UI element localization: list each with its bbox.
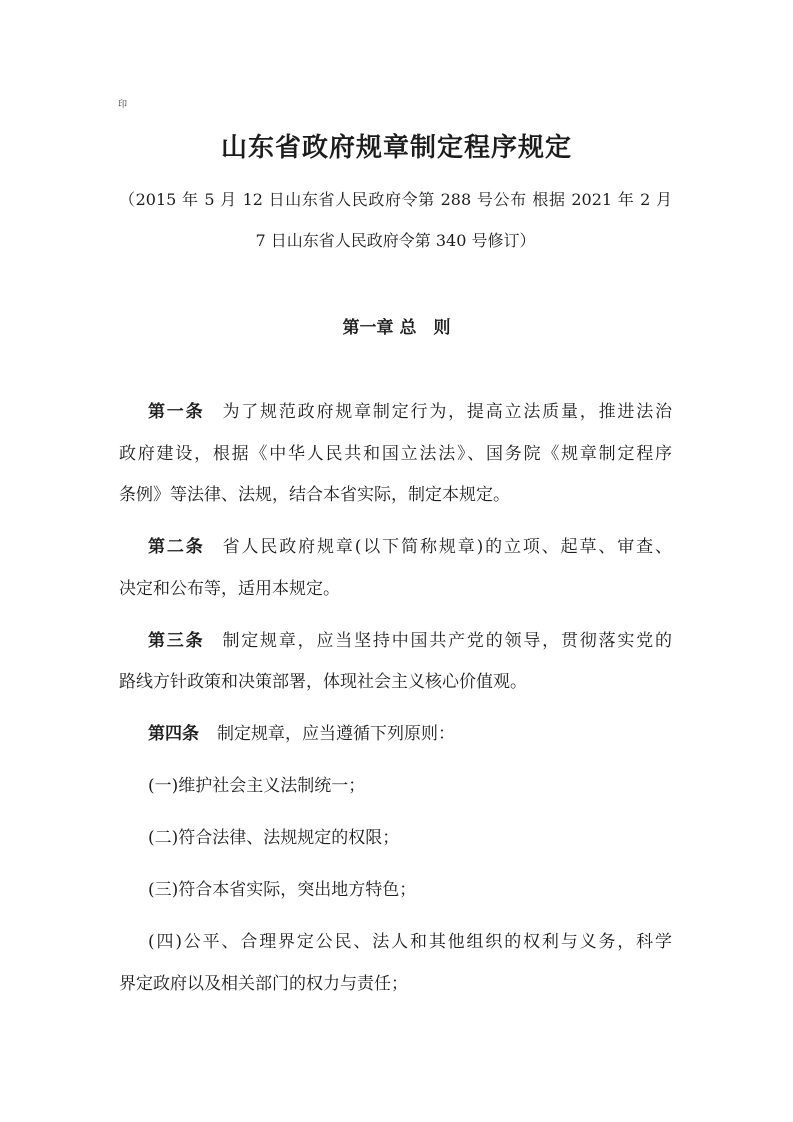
article-4-line-1 <box>119 714 672 756</box>
article-text: 制定规章，应当遵循下列原则： <box>217 724 455 744</box>
article-1-line-3: 条例》等法律、法规，结合本省实际，制定本规定。 <box>119 485 510 505</box>
principle-1-line-1: (一)维护社会主义法制统一； <box>148 776 366 796</box>
principle-1 <box>119 766 672 808</box>
promulgation-note-line-1: （2015 年 5 月 12 日山东省人民政府令第 288 号公布 根据 2021 年 2 月 <box>119 190 672 209</box>
article-text: 制定规章，应当坚持中国共产党的领导，贯彻落实党的 <box>222 630 672 651</box>
principle-4 <box>119 922 672 1005</box>
article-3 <box>119 621 672 704</box>
promulgation-note-line-2: 7 日山东省人民政府令第 340 号修订） <box>255 231 536 250</box>
article-2-line-2: 决定和公布等，适用本规定。 <box>119 578 340 599</box>
principle-3 <box>119 870 672 912</box>
document-title: 山东省政府规章制定程序规定 <box>220 133 572 163</box>
article-text: 省人民政府规章(以下简称规章)的立项、起草、审查、 <box>222 537 672 557</box>
article-3-line-1 <box>119 621 672 663</box>
seal-mark: 印 <box>118 100 128 110</box>
article-1-line-1 <box>119 392 672 434</box>
article-3-line-2: 路线方针政策和决策部署，体现社会主义核心价值观。 <box>119 672 527 692</box>
article-4 <box>119 714 672 756</box>
document-body <box>119 392 672 1016</box>
article-label: 第四条 <box>148 724 199 744</box>
chapter-heading: 第一章 总 则 <box>342 318 451 338</box>
article-2 <box>119 527 672 610</box>
article-text: 为了规范政府规章制定行为，提高立法质量，推进法治 <box>222 402 672 422</box>
article-label: 第二条 <box>148 537 205 557</box>
promulgation-note <box>119 179 672 261</box>
principle-2-line-1: (二)符合法律、法规规定的权限； <box>148 828 400 848</box>
principle-4-line-1: (四)公平、合理界定公民、法人和其他组织的权利与义务，科学 <box>148 932 672 952</box>
principle-2 <box>119 818 672 860</box>
article-1 <box>119 392 672 517</box>
principle-4-line-2: 界定政府以及相关部门的权力与责任； <box>119 973 408 994</box>
article-1-line-2: 政府建设，根据《中华人民共和国立法法》、国务院《规章制定程序 <box>119 443 672 464</box>
article-label: 第三条 <box>148 630 205 651</box>
principle-3-line-1: (三)符合本省实际，突出地方特色； <box>148 880 417 900</box>
article-label: 第一条 <box>148 402 205 422</box>
article-2-line-1 <box>119 527 672 569</box>
